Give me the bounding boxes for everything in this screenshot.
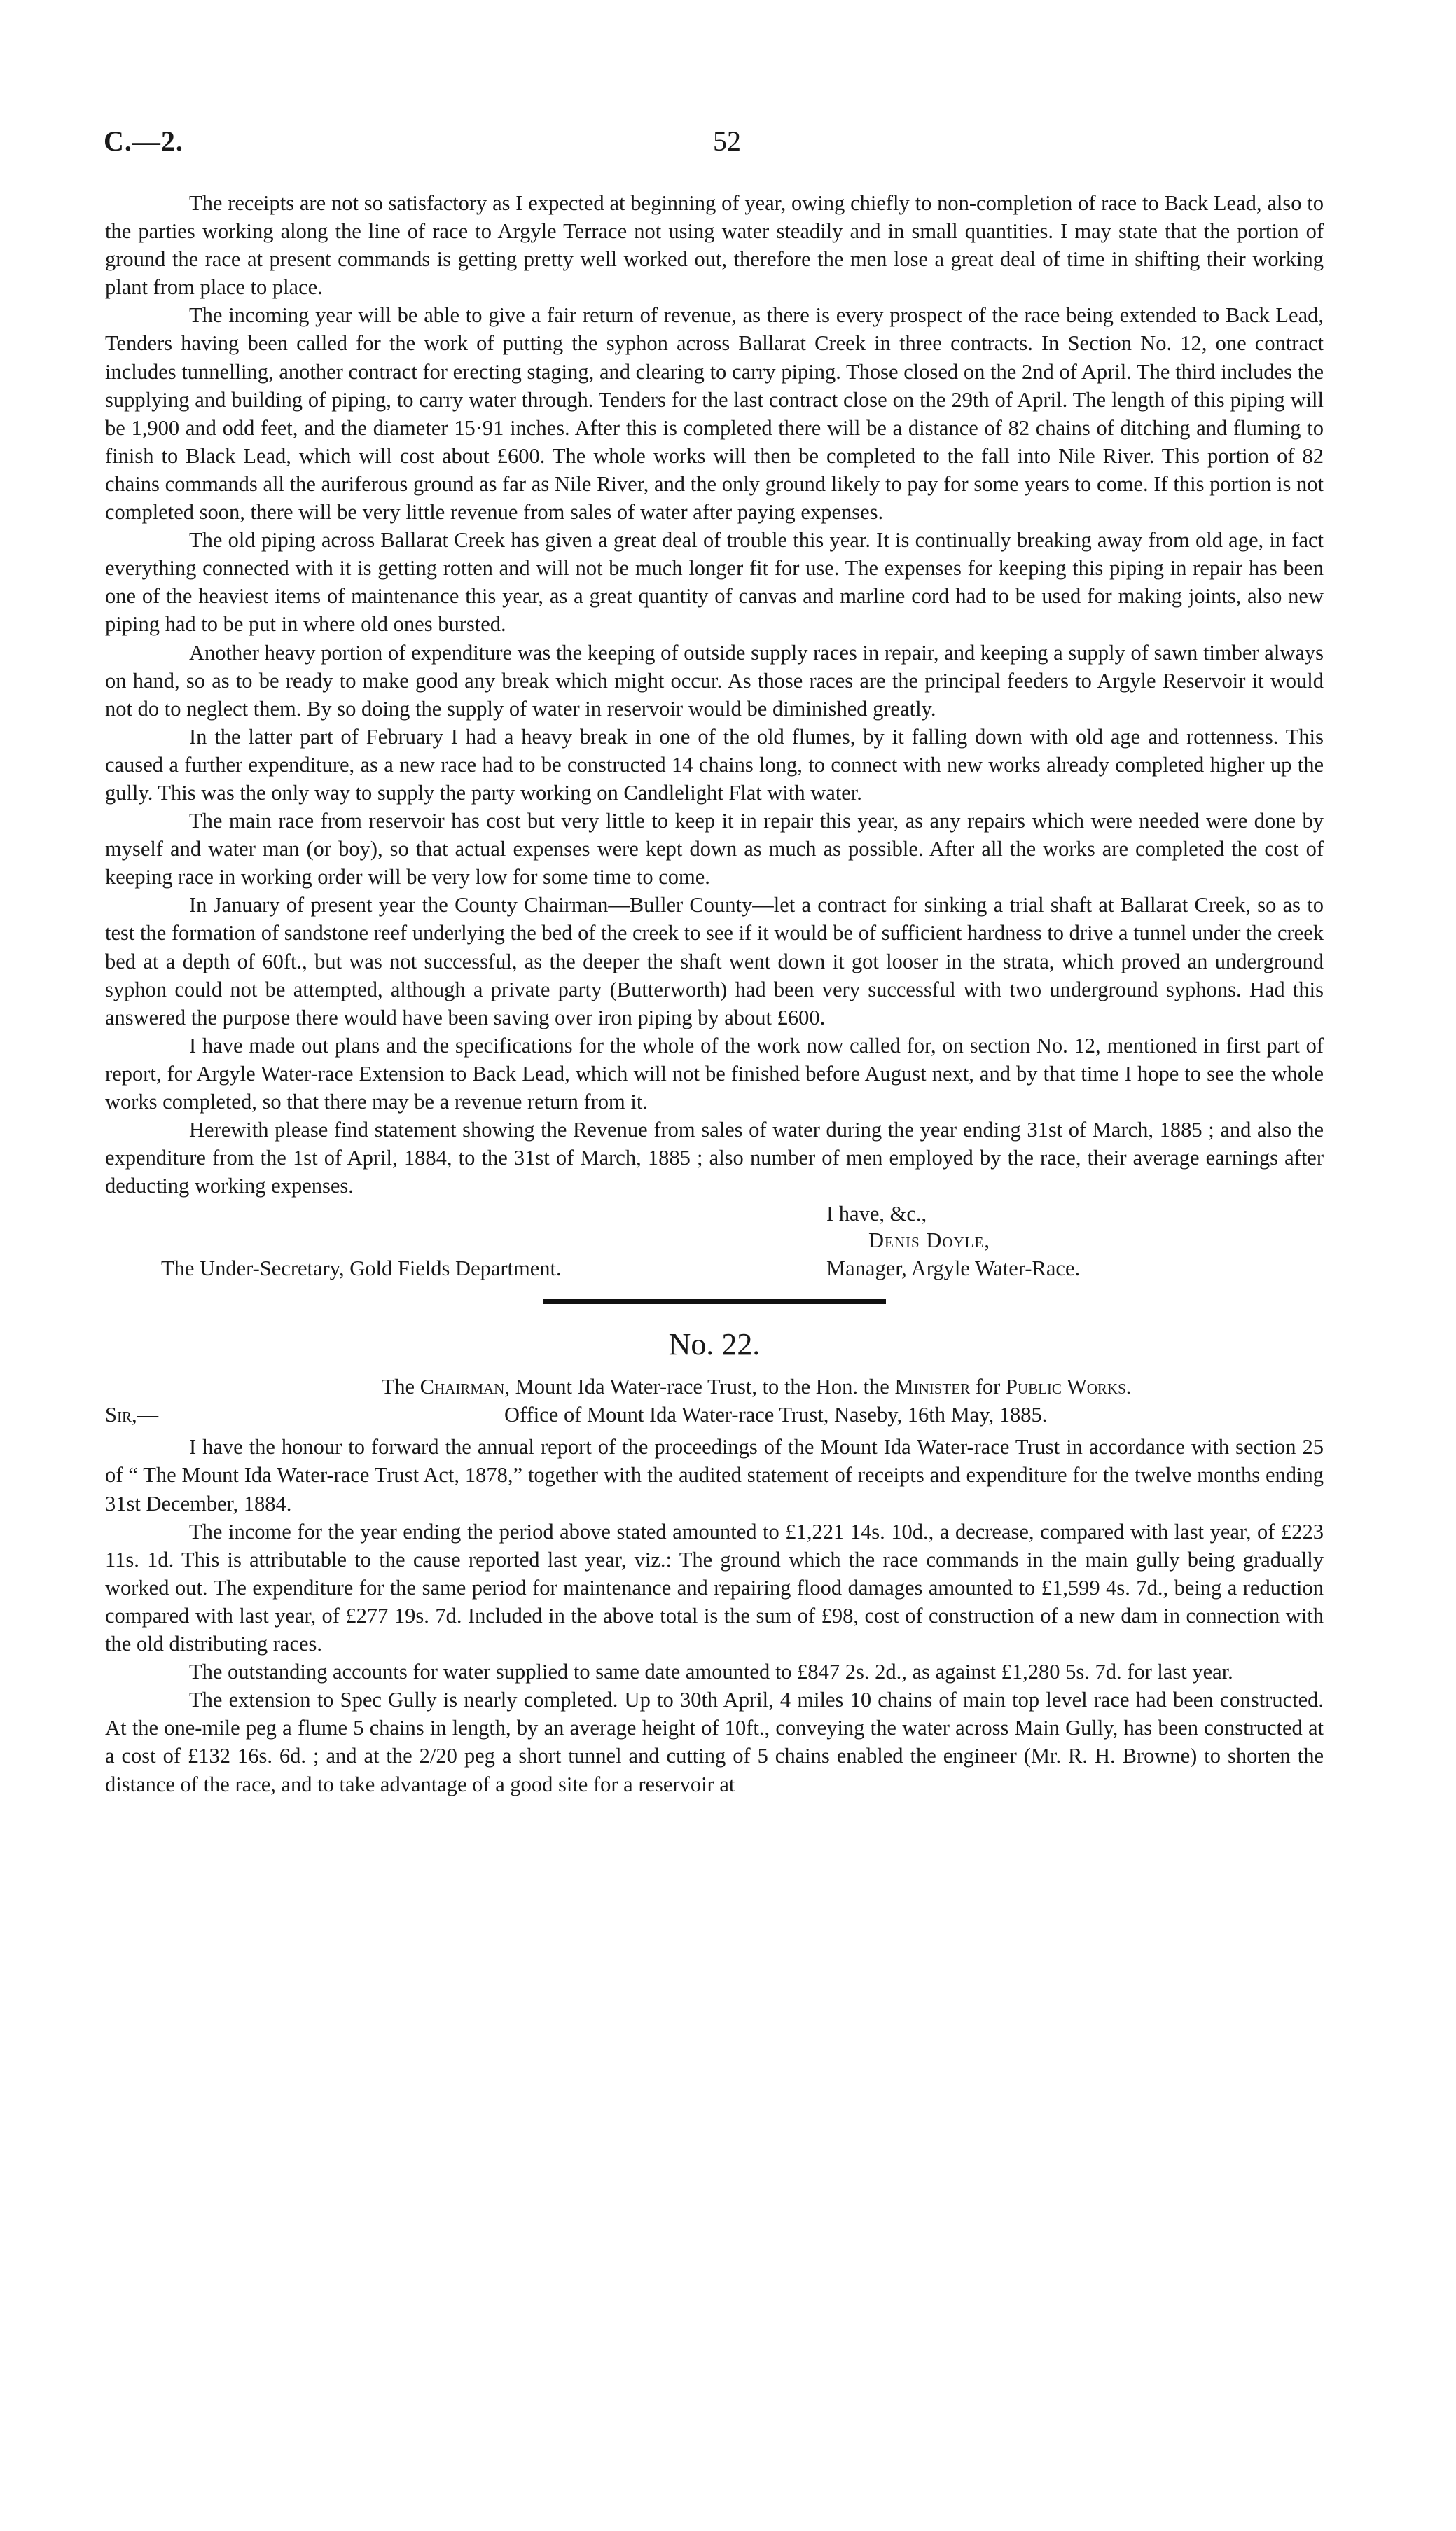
address-to-dept: Public Works	[1005, 1375, 1126, 1399]
page-header	[104, 125, 1351, 167]
report2-paragraph: The income for the year ending the period above stated amounted to £1,221 14s. 10d., a decrease, compared with last year, of £223 11s. 1d. This is attributable to the cause reported last year, viz.: The ground which the race commands in the main gully being gradually worked out. The expenditure for the same period for maintenance and repairing flood damages amounted to £1,599 4s. 7d., being a reduction compared with last year, of £277 19s. 7d. Included in the above total is the sum of £98, cost of construction of a new dam in connection with the old distributing races.	[105, 1519, 1324, 1656]
letter-address: The Chairman, Mount Ida Water-race Trust, to the Hon. the Minister for Public Works.	[381, 1375, 1132, 1399]
salutation: Sir,—	[105, 1403, 159, 1427]
report1-paragraph: The incoming year will be able to give a fair return of revenue, as there is every prospect of the race being extended to Back Lead, Tenders having been called for the work of putting the syphon across Ballarat Creek in three contracts. In Section No. 12, one contract includes tunnelling, another contract for erecting staging, and clearing to carry piping. Those closed on the 2nd of April. The third includes the supplying and building of piping, to carry water through. Tenders for the last contract close on the 29th of April. The length of this piping will be 1,900 and odd feet, and the diameter 15·91 inches. After this is completed there will be a distance of 82 chains of ditching and fluming to finish to Black Lead, which will cost about £600. The whole works will then be completed to the fall into Nile River. This portion of 82 chains commands all the auriferous ground as far as Nile River, and the only ground likely to pay for some years to come. If this portion is not completed soon, there will be very little revenue from sales of water after paying expenses.	[105, 303, 1324, 525]
report1-paragraph: In the latter part of February I had a heavy break in one of the old flumes, by it falling down with old age and rottenness. This caused a further expenditure, as a new race had to be constructed 14 chains long, to connect with new works already completed higher up the gully. This was the only way to supply the party working on Candlelight Flat with water.	[105, 724, 1324, 805]
signature-title: Manager, Argyle Water-Race.	[826, 1256, 1081, 1281]
address-from-title: Chairman	[420, 1375, 505, 1399]
section-heading: No. 22.	[668, 1327, 761, 1362]
report2-paragraph: I have the honour to forward the annual report of the proceedings of the Mount Ida Water-race Trust in accordance with section 25 of “ The Mount Ida Water-race Trust Act, 1878,” together with the audited statement of receipts and expenditure for the twelve months ending 31st December, 1884.	[105, 1435, 1324, 1516]
salutation-line	[105, 1401, 1324, 1433]
report1-paragraph: Another heavy portion of expenditure was the keeping of outside supply races in repair, and keeping a supply of sawn timber always on hand, so as to be ready to make good any break which might occur. As those races are the principal feeders to Argyle Reservoir it would not do to neglect them. By so doing the supply of water in reservoir would be diminished greatly.	[105, 640, 1324, 721]
report1-paragraph: The main race from reservoir has cost but very little to keep it in repair this year, as any repairs which were needed were done by myself and water man (or boy), so that actual expenses were kept down as much as possible. After all the works are completed the cost of keeping race in working order will be very low for some time to come.	[105, 809, 1324, 889]
report2-paragraph: The extension to Spec Gully is nearly completed. Up to 30th April, 4 miles 10 chains of main top level race had been constructed. At the one-mile peg a flume 5 chains in length, by an average height of 10ft., conveying the water across Main Gully, has been constructed at a cost of £132 16s. 6d. ; and at the 2/20 peg a short tunnel and cutting of 5 chains enabled the engineer (Mr. R. H. Browne) to shorten the distance of the race, and to take advantage of a good site for a reservoir at	[105, 1688, 1324, 1796]
address-to-minister: Minister	[894, 1375, 971, 1399]
report1-paragraph: Herewith please find statement showing the Revenue from sales of water during the year ending 31st of March, 1885 ; and also the expenditure from the 1st of April, 1884, to the 31st of March, 1885 ; also number of men employed by the race, their average earnings after deducting working expenses.	[105, 1118, 1324, 1198]
signature-block	[105, 1200, 1324, 1285]
report1-paragraph: The old piping across Ballarat Creek has given a great deal of trouble this year. It is continually breaking away from old age, in fact everything connected with it is getting rotten and will not be much longer fit for use. The expenses for keeping this piping in repair has been one of the heaviest items of maintenance this year, as a great quantity of canvas and marline cord had to be used for making joints, also new piping had to be put in where old ones bursted.	[105, 528, 1324, 637]
address-from-body: Mount Ida Water-race Trust	[515, 1375, 752, 1399]
signature-closing: I have, &c.,	[826, 1202, 927, 1226]
report1-paragraph: In January of present year the County Chairman—Buller County—let a contract for sinking a trial shaft at Ballarat Creek, so as to test the formation of sandstone reef underlying the bed of the creek to see if it would be of sufficient hardness to drive a tunnel under the creek bed at a depth of 60ft., but was not successful, as the deeper the shaft went down it got looser in the strata, which proved an underground syphon could not be attempted, although a private party (Butterworth) had been very successful with two underground syphons. Had this answered the purpose there would have been saving over iron piping by about £600.	[105, 893, 1324, 1029]
report1-paragraph: I have made out plans and the specifications for the whole of the work now called for, on section No. 12, mentioned in first part of report, for Argyle Water-race Extension to Back Lead, which will not be finished before August next, and by that time I hope to see the whole works completed, so that there may be a revenue return from it.	[105, 1033, 1324, 1114]
signature-name: Denis Doyle,	[868, 1228, 990, 1253]
address-for: for	[975, 1375, 1001, 1399]
document-body	[105, 189, 1324, 1798]
document-reference: C.—2.	[104, 125, 183, 157]
section-divider	[543, 1299, 886, 1304]
report1-paragraph: The receipts are not so satisfactory as I expected at beginning of year, owing chiefly to non-completion of race to Back Lead, also to the parties working along the line of race to Argyle Terrace not using water steadily and in small quantities. I may state that the portion of ground the race at present commands is getting pretty well worked out, therefore the men lose a great deal of time in shifting their working plant from place to place.	[105, 191, 1324, 300]
page-number: 52	[713, 125, 741, 157]
address-to-prefix: the Hon. the	[784, 1375, 889, 1399]
signature-addressee: The Under-Secretary, Gold Fields Department.	[161, 1256, 562, 1281]
office-dateline: Office of Mount Ida Water-race Trust, Naseby, 16th May, 1885.	[504, 1403, 1048, 1427]
report2-paragraph: The outstanding accounts for water supplied to same date amounted to £847 2s. 2d., as against £1,280 5s. 7d. for last year.	[189, 1660, 1233, 1684]
